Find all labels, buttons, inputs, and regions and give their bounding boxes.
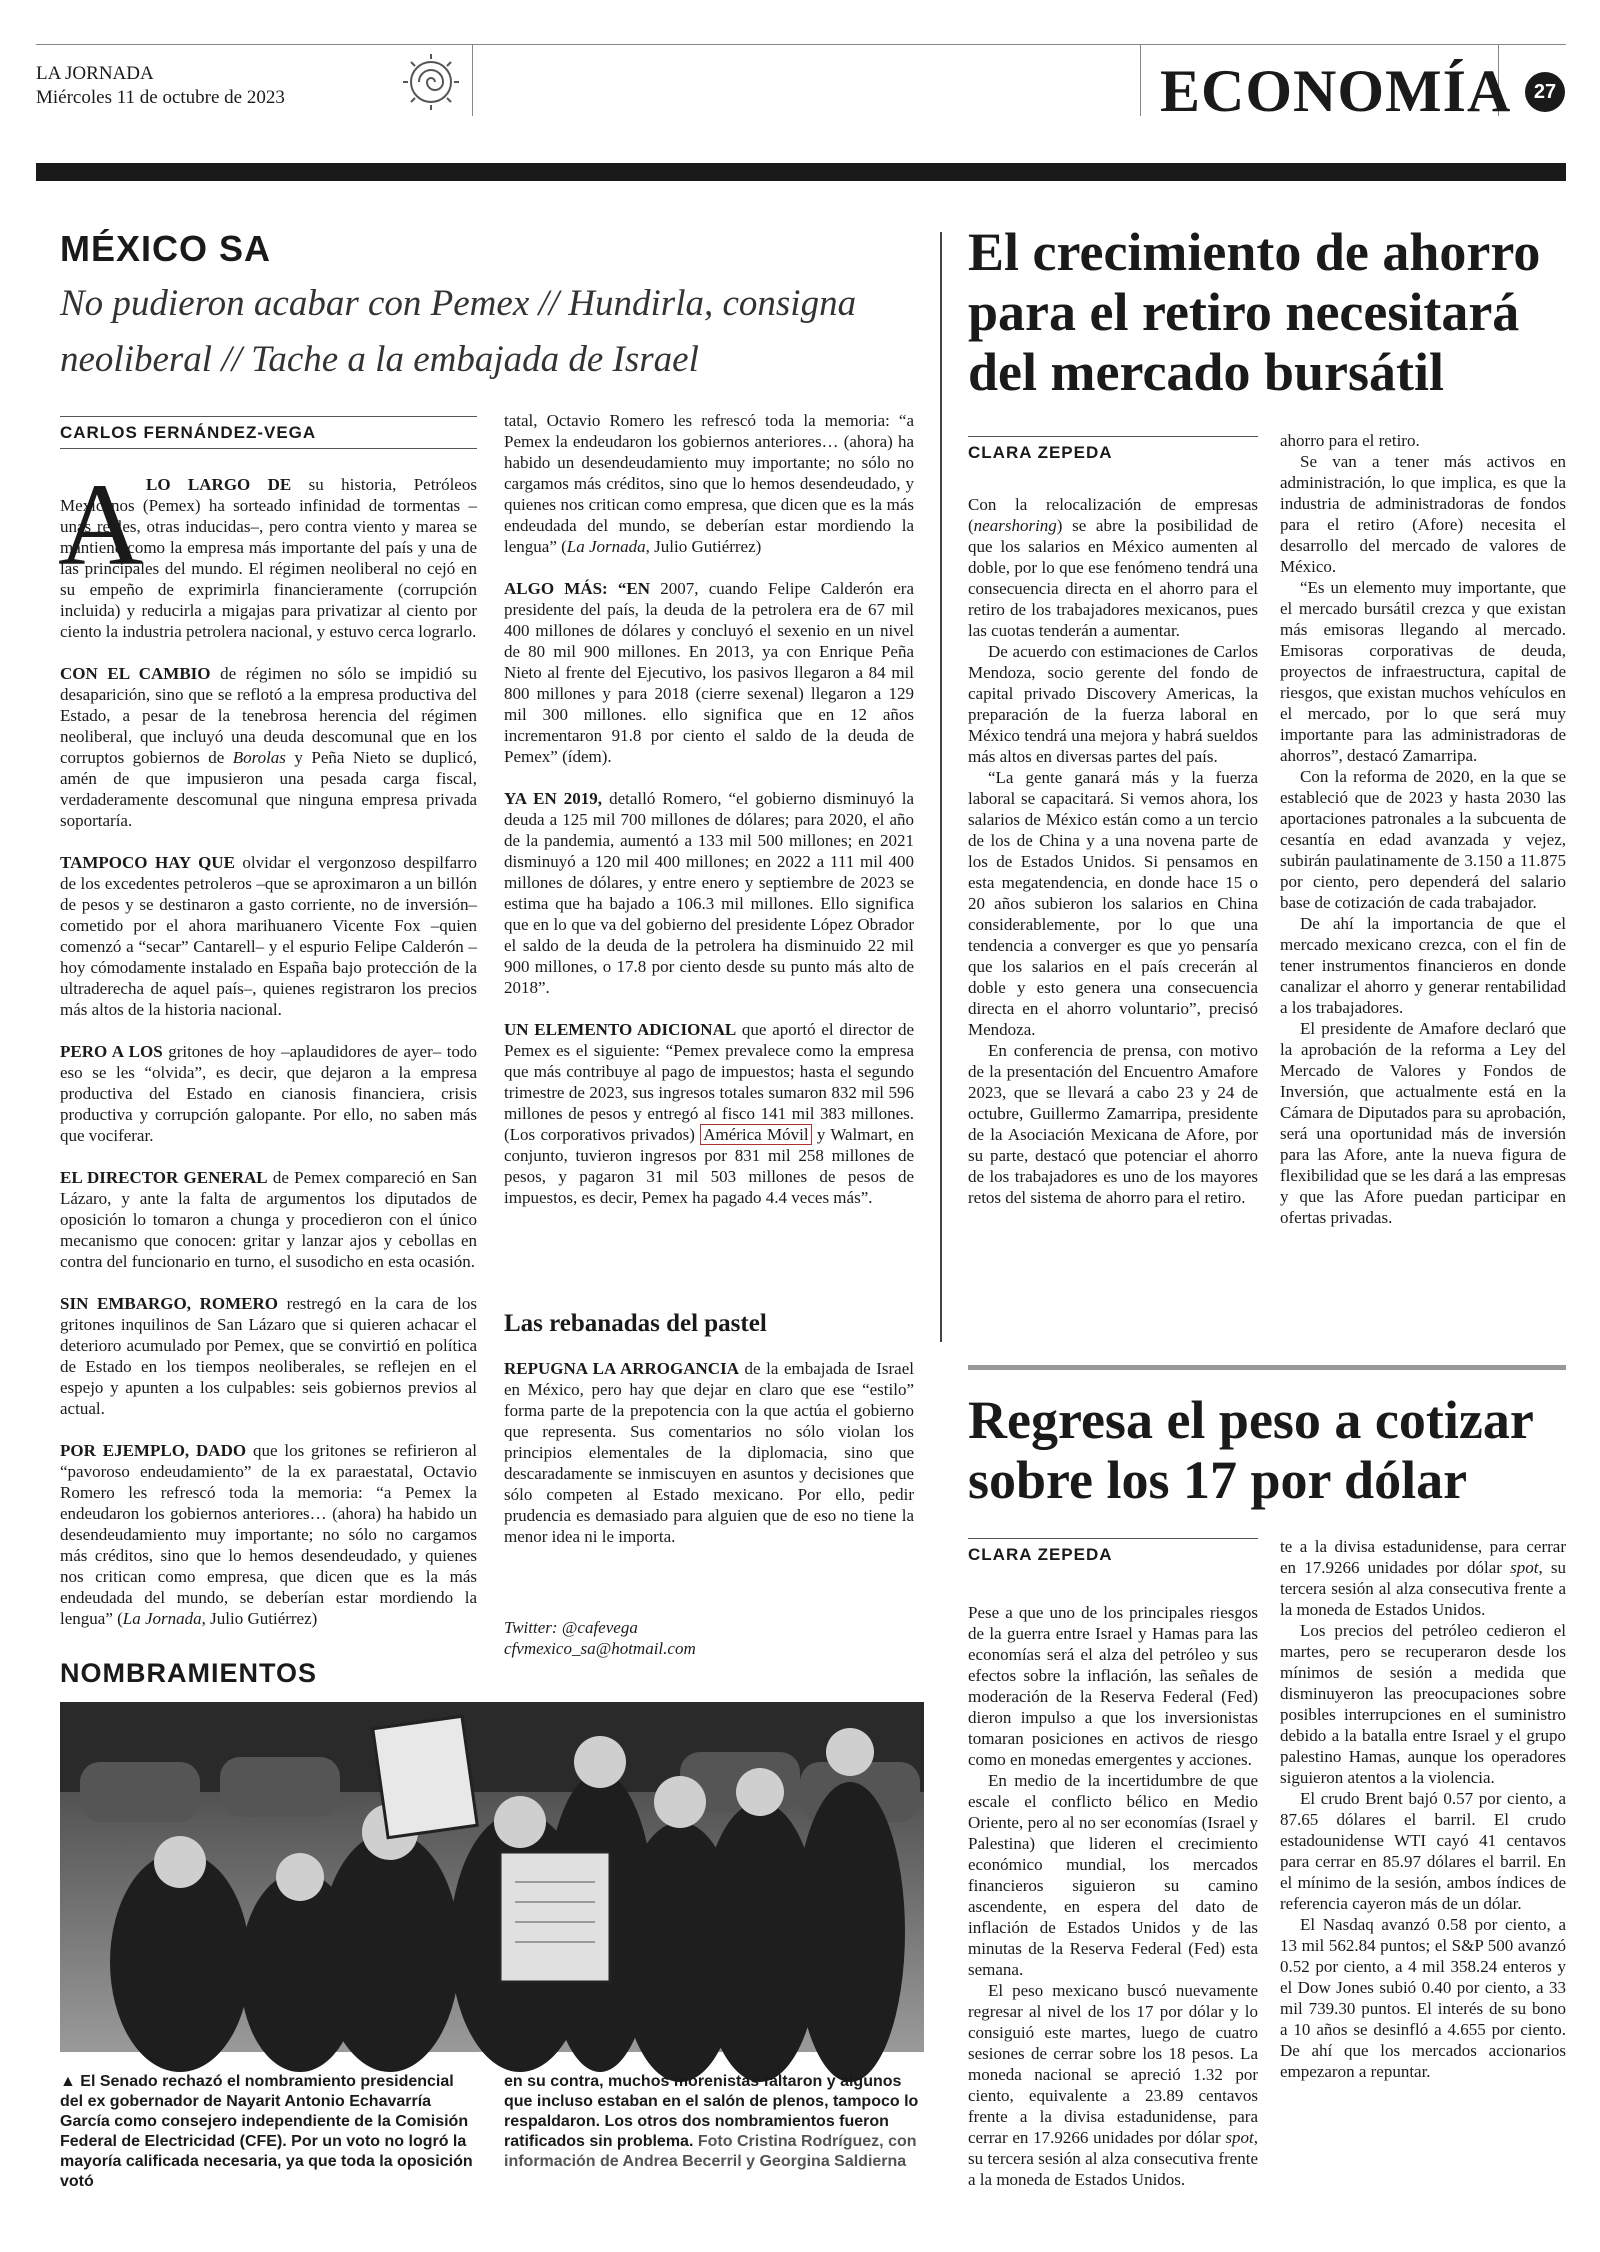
paragraph: ALGO MÁS: “EN 2007, cuando Felipe Calderón era presidente del país, la deuda de la petrolera era de 67 mil 400 millones de dólares y concluyó el sexenio en un nivel de 80 mil 900 millones. En 2013, ya con Enrique Peña Nieto al frente del Ejecutivo, los pasivos llegaron a 84 mil 800 millones y para 2018 (cierre sexenal) llegaron a 129 mil 300 millones. ello significa que en 12 años incrementaron 91.8 por ciento el saldo de la deuda de Pemex” (ídem).: [504, 579, 914, 766]
ahorro-column-1: [968, 494, 1258, 1229]
section-title: ECONOMÍA: [1160, 58, 1512, 124]
photo-credit: Foto Cristina Rodríguez, con información de Andrea Becerril y Georgina Saldierna: [504, 2133, 917, 2170]
author-contact: [504, 1617, 914, 1659]
column-author: CARLOS FERNÁNDEZ-VEGA: [60, 416, 477, 449]
paragraph: Con la relocalización de empresas (nearshoring) se abre la posibilidad de que los salarios en México aumenten al doble, por lo que ese fenómeno tendrá una consecuencia directa en el ahorro para el retiro de los trabajadores mexicanos, pues las cuotas tenderán a aumentar.: [968, 495, 1258, 640]
paragraph-continued: tatal, Octavio Romero les refrescó toda la memoria: “a Pemex la endeudaron los gobiernos anteriores… (ahora) ha habido un desendeudamiento muy importante; no sólo no cargamos más créditos, sino que lo hemos desendeudado, y quienes nos critican como empresa, que dicen que es la más endeudada del mundo, se deberían estar mordiendo la lengua” (La Jornada, Julio Gutiérrez): [504, 411, 914, 556]
sun-spiral-icon: [395, 44, 467, 116]
paragraph: El peso mexicano buscó nuevamente regresar al nivel de los 17 por dólar y lo consiguió este martes, luego de cuatro sesiones de cerrar sobre los 18 pesos. La moneda nacional se apreció 1.32 por ciento, equivalente a 23.89 centavos frente a la divisa estadunidense, para cerrar en 17.9266 unidades por dólar spot, su tercera sesión al alza consecutiva frente a la moneda de Estados Unidos.: [968, 1981, 1258, 2189]
paragraph: El presidente de Amafore declaró que la aprobación de la reforma a Ley del Mercado de Valores y Fondos de Inversión, que actualmente está en la Cámara de Diputados para su aprobación, será una oportunidad más de inversión para las Afore, ante la nueva figura de flexibilidad que se les dará a las empresas y que las Afore puedan participar en ofertas privadas.: [1280, 1019, 1566, 1227]
photo-section-title: NOMBRAMIENTOS: [60, 1658, 318, 1688]
paragraph-continued: ahorro para el retiro.: [1280, 431, 1420, 450]
newspaper-name: LA JORNADA: [36, 63, 154, 84]
paragraph: PERO A LOS gritones de hoy –aplaudidores de ayer– todo eso se les “olvida”, es decir, que dejaron a la empresa productiva del Estado en cianosis financiera, crisis productiva y corrupción galopante. Por ello, no saben más que vociferar.: [60, 1042, 478, 1145]
column-title: MÉXICO SA: [60, 228, 272, 269]
paragraph: UN ELEMENTO ADICIONAL que aportó el director de Pemex es el siguiente: “Pemex prevalece como la empresa que más contribuye al pago de impuestos; hasta el segundo trimestre de 2023, sus ingresos totales sumaron 832 mil 596 millones de pesos y entregó al fisco 141 mil 383 millones. (Los corporativos privados) América Móvil y Walmart, en conjunto, tuvieron ingresos por 831 mil 258 millones de pesos, y pagaron 31 mil 503 millones de pesos de impuestos, es decir, Pemex ha pagado 4.4 veces más”.: [504, 1020, 914, 1207]
mexico-sa-column-1: [60, 474, 478, 1628]
paragraph: En medio de la incertidumbre de que escale el conflicto bélico en Medio Oriente, pero al no ser economías (Israel y Palestina) que lideren el crecimiento económico mundial, los mercados financieros siguieron su camino ascendente, en espera del dato de inflación de Estados Unidos y de las minutas de la Reserva Federal (Fed) esta semana.: [968, 1771, 1258, 1979]
header-bar: [36, 163, 1566, 181]
peso-column-2: [1280, 1536, 1566, 2082]
paragraph: “Es un elemento muy importante, que el mercado bursátil crezca y que existan más emisoras llegando al mercado. Emisoras corporativas de deuda, proyectos de infraestructura, capital de riesgos, que existan muchos vehículos en el mercado, por lo que será muy importante para las administradoras de ahorros”, destacó Zamarripa.: [1280, 578, 1566, 765]
subsection-title: Las rebanadas del pastel: [504, 1310, 767, 1337]
paragraph: LO LARGO DE su historia, Petróleos Mexicanos (Pemex) ha sorteado infinidad de tormentas –unas reales, otras inducidas–, pero contra viento y marea se mantiene como la empresa más importante del país y una de las principales del mundo. El régimen neoliberal no cejó en su empeño de exprimirla financieramente (corrupción incluida) y reducirla a migajas para privatizar al ciento por ciento la industria petrolera nacional, y estuvo cerca lograrlo.: [60, 475, 477, 641]
column-subtitle: No pudieron acabar con Pemex // Hundirla, consigna neoliberal // Tache a la embajada de Israel: [60, 283, 857, 380]
paragraph: Pese a que uno de los principales riesgos de la guerra entre Israel y Hamas para las economías será el alza del petróleo y sus efectos sobre la inflación, las señales de moderación de la Reserva Federal (Fed) dieron impulso a que los inversionistas tomaran posiciones en activos de riesgo como en monedas emergentes y acciones.: [968, 1603, 1258, 1769]
paragraph: TAMPOCO HAY QUE olvidar el vergonzoso despilfarro de los excedentes petroleros –que se aproximaron a un billón de pesos y se destinaron a gasto corriente, no de inversión– cometido por el ahora marihuanero Vicente Fox –quien comenzó a “secar” Cantarell– y el espurio Felipe Calderón –hoy cómodamente instalado en España bajo protección de la ultraderecha de aquel país–, quienes registraron los precios más altos de la historia nacional.: [60, 853, 477, 1019]
paragraph: Los precios del petróleo cedieron el martes, pero se recuperaron desde los mínimos de sesión a medida que disminuyeron las preocupaciones sobre posibles interrupciones en el suministro debido a la batalla entre Israel y el grupo palestino Hamas, aunque los operadores siguieron atentos a la violencia.: [1280, 1621, 1566, 1787]
senate-photo: [60, 1702, 924, 2052]
paragraph: EL DIRECTOR GENERAL de Pemex compareció en San Lázaro, y ante la falta de argumentos los diputados de oposición lo tomaron a chunga y procedieron con el único mecanismo que conocen: gritar y lanzar ajos y cebollas en contra del funcionario en turno, el susodicho en esta ocasión.: [60, 1168, 477, 1271]
article-headline: El crecimiento de ahorro para el retiro necesitará del mercado bursátil: [968, 222, 1541, 402]
article-separator: [968, 1365, 1566, 1370]
article-headline: Regresa el peso a cotizar sobre los 17 por dólar: [968, 1390, 1533, 1510]
paragraph: Con la reforma de 2020, en la que se estableció que de 2023 y hasta 2030 las aportaciones patronales a la subcuenta de cesantía en edad avanzada y vejez, subirán paulatinamente de 3.150 a 11.875 por ciento, pero dependerá del salario base de cotización de cada trabajador.: [1280, 767, 1566, 912]
header-top-rule: [36, 44, 1566, 45]
paragraph: REPUGNA LA ARROGANCIA de la embajada de Israel en México, pero hay que dejar en claro que ese “estilo” forma parte de la prepotencia con la que actúa el gobierno que representa. Sus comentarios no sólo violan los principios elementales de la diplomacia, sino que descaradamente se inmiscuyen en asuntos y decisiones que sólo competen al Estado mexicano. Por ello, pedir prudencia es demasiado para alguien que de eso no tiene la menor idea ni le importa.: [504, 1359, 914, 1546]
highlighted-term: América Móvil: [700, 1124, 811, 1145]
paragraph: En conferencia de prensa, con motivo de la presentación del Encuentro Amafore 2023, que se llevará a cabo 23 y 24 de octubre, Guillermo Zamarripa, presidente de la Asociación Mexicana de Afore, por su parte, destacó que potenciar el ahorro de los trabajadores es uno de los mayores retos del sistema de ahorro para el retiro.: [968, 1041, 1258, 1207]
photo-caption: ▲ El Senado rechazó el nombramiento presidencial del ex gobernador de Nayarit Antonio Echavarría García como consejero independiente de la Comisión Federal de Electricidad (CFE). Por un voto no logró la mayoría calificada necesaria, ya que toda la oposición votó: [60, 2073, 473, 2190]
paragraph: CON EL CAMBIO de régimen no sólo se impidió su desaparición, sino que se reflotó a la empresa productiva del Estado, a pesar de la tenebrosa herencia del régimen neoliberal, que incluyó una deuda descomunal que en los corruptos gobiernos de Borolas y Peña Nieto se duplicó, amén de que impusieron una pesada carga fiscal, verdaderamente descomunal que ninguna empresa privada soportaría.: [60, 664, 477, 830]
paragraph: El crudo Brent bajó 0.57 por ciento, a 87.65 dólares el barril. El crudo estadounidense WTI cayó 41 centavos para cerrar en 85.97 dólares el barril. En el mínimo de la sesión, ambos índices de referencia cayeron más de un dólar.: [1280, 1789, 1566, 1913]
page-number-badge: 27: [1525, 72, 1565, 112]
peso-column-1: [968, 1602, 1258, 2189]
twitter-handle[interactable]: Twitter: @cafevega: [504, 1618, 638, 1637]
mexico-sa-column-2: [504, 410, 914, 1229]
email-address[interactable]: cfvmexico_sa@hotmail.com: [504, 1639, 696, 1658]
paragraph-continued: te a la divisa estadunidense, para cerrar en 17.9266 unidades por dólar spot, su tercera sesión al alza consecutiva frente a la moneda de Estados Unidos.: [1280, 1537, 1566, 1619]
paragraph: “La gente ganará más y la fuerza laboral se capacitará. Si vemos ahora, los salarios de México están como a un tercio de los de China y a una novena parte de los de Estados Unidos. Si pensamos en esta megatendencia, en donde hace 15 o 20 años subieron los salarios en China considerablemente, por lo que una tendencia a converger es que yo pensaría que los salarios en el país crecerán al doble y esto genera una consecuencia directa en el ahorro voluntario”, precisó Mendoza.: [968, 768, 1258, 1039]
issue-date: Miércoles 11 de octubre de 2023: [36, 87, 285, 108]
rebanadas-text: [504, 1358, 914, 1568]
photo-caption-continued: en su contra, muchos morenistas faltaron y algunos que incluso estaban en el salón de plenos, tampoco lo respaldaron. Los otros dos nombramientos fueron ratificados sin problema. Foto Cristina Rodríguez, con información de Andrea Becerril y Georgina Saldierna: [504, 2073, 919, 2170]
header-separator: [1140, 44, 1141, 116]
article-byline: CLARA ZEPEDA: [968, 436, 1258, 463]
header-separator: [472, 44, 473, 116]
paragraph: YA EN 2019, detalló Romero, “el gobierno disminuyó la deuda a 125 mil 700 millones de dólares; para 2020, el año de la pandemia, aumentó a 133 mil 500 millones; en 2021 disminuyó a 120 mil 400 millones; en 2022 a 111 mil 400 millones de dólares, y entre enero y septiembre de 2023 se estima que ha bajado a 106.3 mil millones. Ello significa que en lo que va del gobierno del presidente López Obrador el saldo de la deuda de la petrolera ha disminuido 22 mil 900 millones, o 17.8 por ciento desde su punto más alto de 2018”.: [504, 789, 914, 997]
caption-triangle-icon: ▲: [60, 2073, 81, 2090]
ahorro-column-2: [1280, 430, 1566, 1228]
drop-cap: A: [58, 459, 144, 590]
paragraph: De acuerdo con estimaciones de Carlos Mendoza, socio gerente del fondo de capital privado Discovery Americas, la preparación de la fuerza laboral en México tendrá una mejora y habrá sueldos más altos en diversas partes del país.: [968, 642, 1258, 766]
column-divider: [940, 232, 942, 1342]
paragraph: El Nasdaq avanzó 0.58 por ciento, a 13 mil 562.84 puntos; el S&P 500 avanzó 0.52 por ciento, a 4 mil 358.24 enteros y el Dow Jones subió 0.40 por ciento, a 33 mil 739.30 puntos. El interés de su bono a 10 años se desinfló a 4.655 por ciento. De ahí que los mercados accionarios empezaron a repuntar.: [1280, 1915, 1566, 2081]
article-byline: CLARA ZEPEDA: [968, 1538, 1258, 1565]
paragraph: SIN EMBARGO, ROMERO restregó en la cara de los gritones inquilinos de San Lázaro que si quieren achacar el deterioro acumulado por Pemex, que se convirtió en política de Estado en los tiempos neoliberales, se reflejen en el espejo y apunten a los culpables: seis gobiernos previos al actual.: [60, 1294, 477, 1418]
paragraph: POR EJEMPLO, DADO que los gritones se refirieron al “pavoroso endeudamiento” de la ex paraestatal, Octavio Romero les refrescó toda la memoria: “a Pemex la endeudaron los gobiernos anteriores… (ahora) ha habido un desendeudamiento muy importante; no sólo no cargamos más créditos, sino que lo hemos desendeudado, y quienes nos critican como empresa, que dicen que es la más endeudada del mundo, se deberían estar mordiendo la lengua” (La Jornada, Julio Gutiérrez): [60, 1441, 477, 1628]
paragraph: Se van a tener más activos en administración, lo que implica, es que la industria de administradoras de fondos para el retiro (Afore) necesita el desarrollo del mercado de valores de México.: [1280, 452, 1566, 576]
paragraph: De ahí la importancia de que el mercado mexicano crezca, con el fin de tener instrumentos financieros en donde canalizar el ahorro y generar rentabilidad a los trabajadores.: [1280, 914, 1566, 1017]
